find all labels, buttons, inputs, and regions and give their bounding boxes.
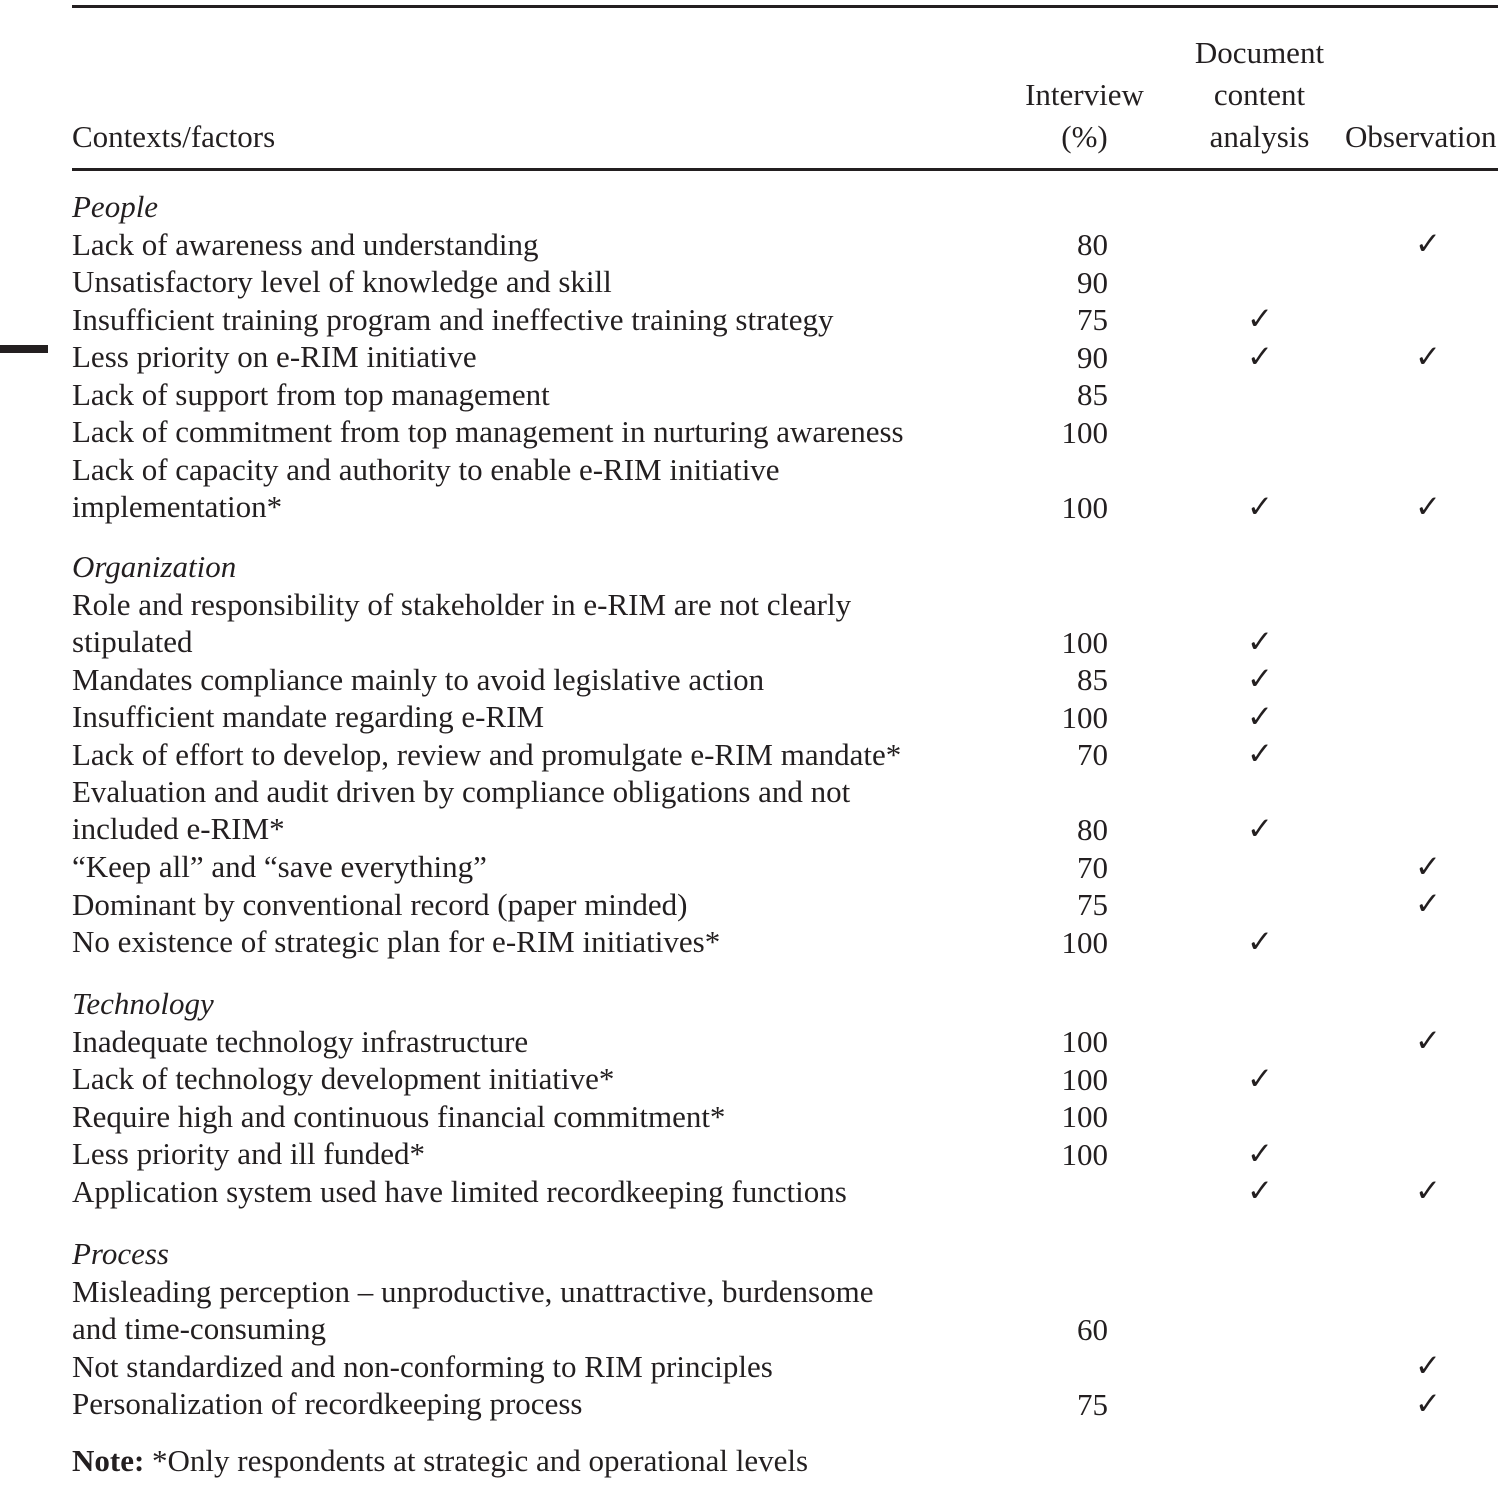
- interview-cell: 100: [1061, 1024, 1108, 1059]
- checkmark-icon: ✓: [1247, 488, 1273, 525]
- interview-cell: 70: [1077, 737, 1108, 772]
- table-row: [0, 736, 1498, 774]
- interview-cell: 80: [1077, 812, 1108, 847]
- table-top-rule: [72, 5, 1498, 8]
- table-row: [0, 661, 1498, 699]
- interview-cell: 100: [1061, 489, 1108, 525]
- note-text: *Only respondents at strategic and operational levels: [144, 1443, 809, 1478]
- factor-cell: Lack of support from top management: [72, 376, 550, 412]
- table-row: [0, 923, 1498, 961]
- checkmark-icon: ✓: [1247, 1060, 1273, 1097]
- checkmark-icon: ✓: [1247, 811, 1273, 847]
- checkmark-icon: ✓: [1415, 226, 1441, 262]
- table-row: [0, 1173, 1498, 1211]
- interview-cell: 100: [1061, 1061, 1108, 1097]
- table-row: [0, 226, 1498, 264]
- table-note: [72, 1442, 808, 1479]
- interview-cell: 100: [1061, 1099, 1108, 1134]
- factor-cell: “Keep all” and “save everything”: [72, 849, 487, 884]
- factor-cell: Mandates compliance mainly to avoid legislative action: [72, 661, 765, 697]
- checkmark-icon: ✓: [1247, 623, 1273, 660]
- factor-cell: Require high and continuous financial commitment*: [72, 1098, 726, 1134]
- table-row: [0, 376, 1498, 414]
- checkmark-icon: ✓: [1247, 923, 1273, 960]
- table-row: [0, 451, 1498, 526]
- factor-cell: Less priority and ill funded*: [72, 1136, 425, 1171]
- table-row: [0, 848, 1498, 886]
- table-row: [0, 413, 1498, 451]
- header-rule: [72, 168, 1498, 171]
- table-row: [0, 698, 1498, 736]
- interview-cell: 85: [1077, 377, 1108, 412]
- checkmark-icon: ✓: [1247, 338, 1273, 375]
- section-title: Technology: [72, 986, 214, 1021]
- table-row: [0, 586, 1498, 661]
- factor-cell: No existence of strategic plan for e-RIM initiatives*: [72, 924, 721, 959]
- checkmark-icon: ✓: [1415, 1348, 1441, 1384]
- interview-cell: 90: [1077, 339, 1108, 375]
- interview-cell: 60: [1077, 1311, 1108, 1347]
- table-row: [0, 1385, 1498, 1423]
- header-document-analysis: Document content analysis: [1194, 35, 1325, 154]
- factor-cell: Not standardized and non-conforming to RIM principles: [72, 1348, 773, 1384]
- section-title: People: [72, 189, 159, 224]
- checkmark-icon: ✓: [1247, 1173, 1273, 1209]
- table-row: [0, 773, 1498, 848]
- header-observation: Observation: [1345, 119, 1497, 154]
- checkmark-icon: ✓: [1415, 1173, 1441, 1209]
- factor-cell: Lack of technology development initiative*: [72, 1061, 615, 1096]
- interview-cell: 100: [1061, 924, 1108, 960]
- table-row: [0, 1060, 1498, 1098]
- factor-cell: Personalization of recordkeeping process: [72, 1386, 583, 1421]
- table-row: [0, 1098, 1498, 1136]
- factor-cell: Role and responsibility of stakeholder in e-RIM are not clearly stipulated: [72, 586, 852, 659]
- interview-cell: 75: [1077, 302, 1108, 337]
- table-row: [0, 1023, 1498, 1061]
- checkmark-icon: ✓: [1247, 736, 1273, 772]
- factor-cell: Less priority on e-RIM initiative: [72, 339, 477, 374]
- checkmark-icon: ✓: [1415, 338, 1441, 375]
- checkmark-icon: ✓: [1415, 886, 1441, 922]
- factor-cell: Application system used have limited recordkeeping functions: [72, 1173, 847, 1209]
- checkmark-icon: ✓: [1247, 698, 1273, 735]
- interview-cell: 80: [1077, 227, 1108, 262]
- interview-cell: 90: [1077, 264, 1108, 300]
- note-label: Note:: [72, 1443, 145, 1478]
- factor-cell: Evaluation and audit driven by compliance obligations and not included e-RIM*: [72, 774, 851, 846]
- factor-cell: Lack of awareness and understanding: [72, 226, 539, 262]
- factor-cell: Lack of capacity and authority to enable e-RIM initiative implementation*: [72, 451, 780, 524]
- checkmark-icon: ✓: [1415, 848, 1441, 885]
- interview-cell: 100: [1061, 624, 1108, 660]
- interview-cell: 75: [1077, 1386, 1108, 1422]
- header-interview: Interview (%): [1025, 77, 1144, 154]
- table-row: [0, 301, 1498, 339]
- table-row: [0, 886, 1498, 924]
- factor-cell: Insufficient training program and ineffective training strategy: [72, 301, 834, 337]
- factor-cell: Insufficient mandate regarding e-RIM: [72, 699, 545, 734]
- table-row: [0, 338, 1498, 376]
- interview-cell: 100: [1061, 414, 1108, 450]
- factor-cell: Inadequate technology infrastructure: [72, 1023, 529, 1059]
- table-row: [0, 1348, 1498, 1386]
- factor-cell: Lack of effort to develop, review and promulgate e-RIM mandate*: [72, 736, 902, 772]
- interview-cell: 85: [1077, 662, 1108, 697]
- table-row: [0, 1273, 1498, 1348]
- factor-cell: Dominant by conventional record (paper minded): [72, 886, 688, 922]
- factor-cell: Misleading perception – unproductive, unattractive, burdensome and time-consuming: [72, 1273, 874, 1346]
- section-title: Organization: [72, 549, 237, 584]
- checkmark-icon: ✓: [1415, 488, 1441, 525]
- header-factors: Contexts/factors: [72, 119, 276, 154]
- table-row: [0, 263, 1498, 301]
- interview-cell: 100: [1061, 1136, 1108, 1172]
- checkmark-icon: ✓: [1247, 301, 1273, 337]
- checkmark-icon: ✓: [1415, 1023, 1441, 1059]
- interview-cell: 75: [1077, 887, 1108, 922]
- factor-cell: Lack of commitment from top management in nurturing awareness: [72, 414, 904, 449]
- checkmark-icon: ✓: [1247, 1135, 1273, 1172]
- section-title: Process: [72, 1236, 169, 1271]
- table-row: [0, 1135, 1498, 1173]
- checkmark-icon: ✓: [1415, 1385, 1441, 1422]
- factor-cell: Unsatisfactory level of knowledge and skill: [72, 264, 612, 299]
- checkmark-icon: ✓: [1247, 661, 1273, 697]
- interview-cell: 70: [1077, 849, 1108, 885]
- interview-cell: 100: [1061, 699, 1108, 735]
